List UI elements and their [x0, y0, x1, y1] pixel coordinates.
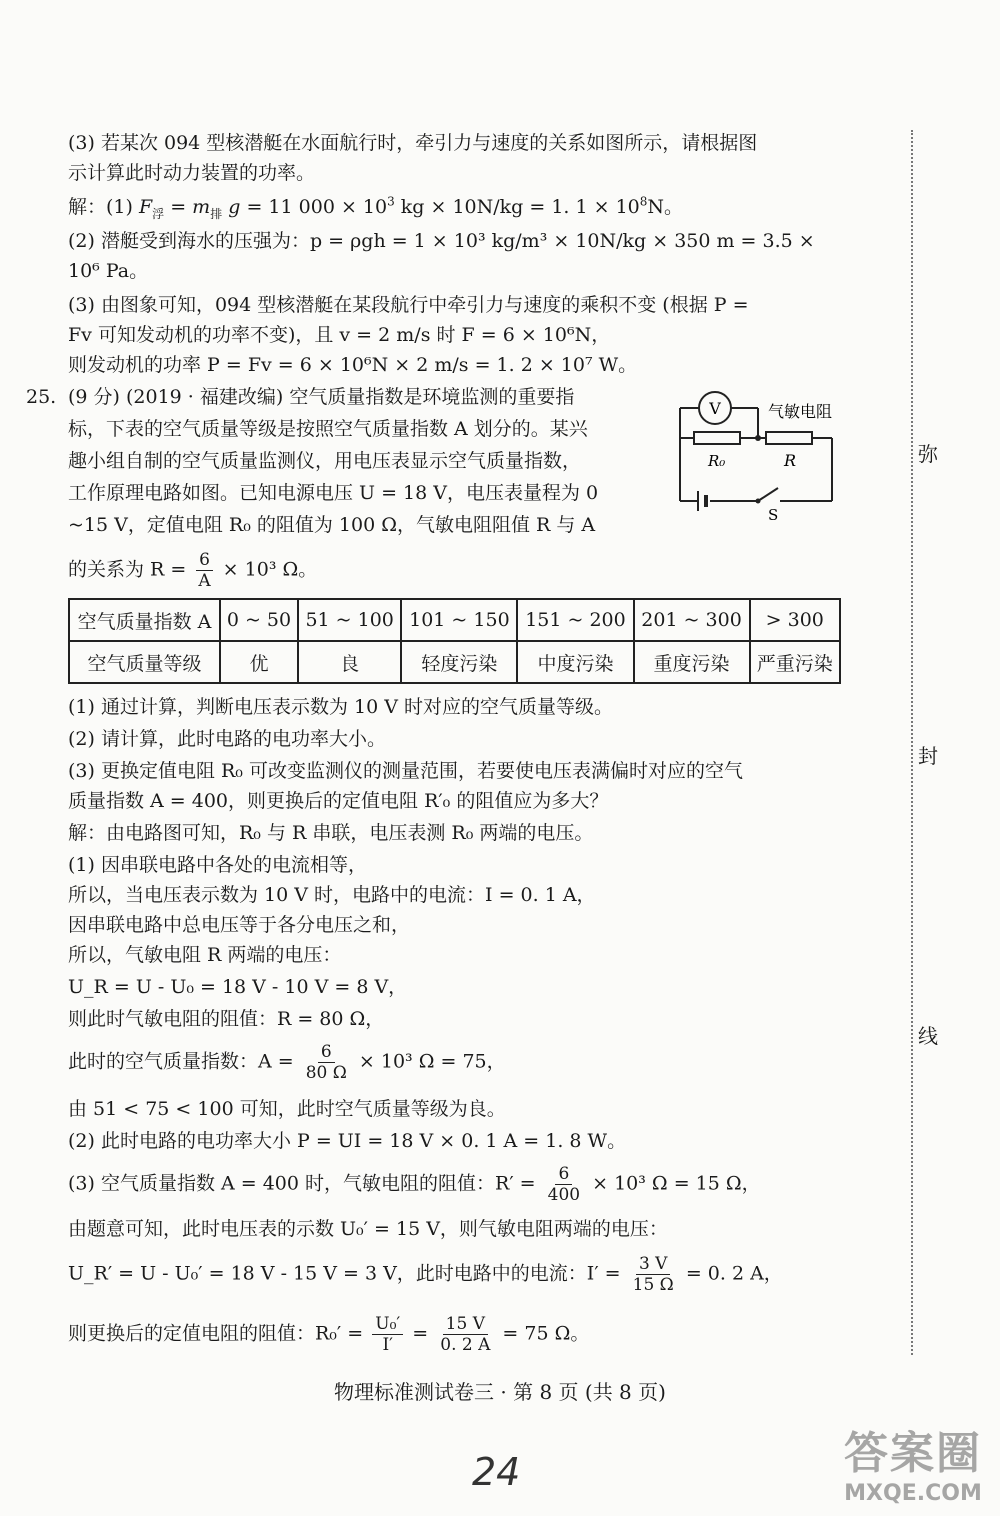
q24-solution-3-line1: (3) 由图象可知，094 型核潜艇在某段航行中牵引力与速度的乘积不变 (根据 P = [68, 294, 749, 316]
switch-pivot [756, 499, 761, 504]
table-cell: 151 ~ 200 [517, 599, 633, 641]
margin-char-feng: 封 [918, 738, 938, 771]
q25-solution-line: 则此时气敏电阻的阻值：R = 80 Ω， [68, 1008, 385, 1030]
table-cell: 严重污染 [750, 641, 840, 683]
q24-part3-line2: 示计算此时动力装置的功率。 [68, 162, 316, 184]
page-footer: 物理标准测试卷三 · 第 8 页 (共 8 页) [334, 1380, 666, 1404]
q25-aqi-calc: 此时的空气质量指数：A = $\frac{6}{80 \Omega}$ × 10³ Ω = 75， [68, 1042, 506, 1083]
table-cell: 优 [220, 641, 298, 683]
watermark-text: 答案圈 [844, 1428, 982, 1479]
sensor-label: 气敏电阻 [768, 402, 833, 421]
formula-fraction: $\frac{15 V}{0. 2 A}$ [440, 1314, 491, 1355]
q25-stem-6: 的关系为 R = $\frac{6}{A}$ × 10³ Ω。 [68, 550, 318, 591]
q25-question-1: (1) 通过计算，判断电压表示数为 10 V 时对应的空气质量等级。 [68, 696, 613, 718]
watermark-logo [844, 1417, 982, 1506]
handwritten-page-number: 24 [472, 1450, 521, 1494]
r0-label: R₀ [708, 452, 726, 470]
q25-stem-1: (9 分) (2019 · 福建改编) 空气质量指数是环境监测的重要指 [68, 386, 575, 408]
table-cell: 重度污染 [634, 641, 750, 683]
table-cell: 201 ~ 300 [634, 599, 750, 641]
circuit-diagram [672, 386, 852, 522]
resistor-r [766, 432, 812, 444]
q25-power-calc: (2) 此时电路的电功率大小 P = UI = 18 V × 0. 1 A = 1. 8 W。 [68, 1130, 627, 1152]
formula-fraction: $\frac{6}{400}$ [547, 1164, 581, 1205]
table-cell: 0 ~ 50 [220, 599, 298, 641]
q25-solution-line: 解：由电路图可知，R₀ 与 R 串联，电压表测 R₀ 两端的电压。 [68, 822, 594, 844]
table-cell: 轻度污染 [401, 641, 517, 683]
q25-solution-line: 所以，当电压表示数为 10 V 时，电路中的电流：I = 0. 1 A， [68, 884, 596, 906]
voltmeter-label: V [709, 399, 721, 418]
q25-solution-line: (1) 因串联电路中各处的电流相等， [68, 854, 367, 876]
q24-solution-3-line3: 则发动机的功率 P = Fv = 6 × 10⁶N × 2 m/s = 1. 2 × 10⁷ W。 [68, 354, 638, 376]
q25-number: 25. [26, 386, 57, 408]
q25-question-2: (2) 请计算，此时电路的电功率大小。 [68, 728, 386, 750]
switch-label: S [768, 506, 779, 522]
watermark-url: MXQE.COM [844, 1481, 982, 1506]
q24-solution-2-line1: (2) 潜艇受到海水的压强为：p = ρgh = 1 × 10³ kg/m³ × 10N/kg × 350 m = 3.5 × [68, 230, 815, 252]
q25-stem-2: 标，下表的空气质量等级是按照空气质量指数 A 划分的。某兴 [68, 418, 588, 440]
q25-stem-3: 趣小组自制的空气质量监测仪，用电压表显示空气质量指数， [68, 450, 582, 472]
table-cell: > 300 [750, 599, 840, 641]
formula-fraction: $\frac{6}{80 \Omega}$ [305, 1042, 347, 1083]
q25-question-3-line1: (3) 更换定值电阻 R₀ 可改变监测仪的测量范围，若要使电压表满偏时对应的空气 [68, 760, 743, 782]
q24-solution-1: 解：(1) $F_浮 = m_排$ g = 11 $000 \times 10^3$ kg × 10N/kg = 1. $1 \times 10^8N$。 [68, 194, 684, 221]
q25-part3-line4: 则更换后的定值电阻的阻值：R₀′ = $\frac{\text{U₀′}}{I'}$ = $\frac{15 V}{0. 2 A}$ = 75 Ω。 [68, 1314, 590, 1355]
table-cell: 空气质量指数 A [69, 599, 220, 641]
q24-solution-2-line2: 10⁶ Pa。 [68, 260, 149, 282]
table-cell: 良 [298, 641, 401, 683]
q25-stem-5: ~15 V，定值电阻 R₀ 的阻值为 100 Ω，气敏电阻阻值 R 与 A [68, 514, 596, 536]
table-cell: 中度污染 [517, 641, 633, 683]
q25-stem-4: 工作原理电路如图。已知电源电压 U = 18 V，电压表量程为 0 [68, 482, 599, 504]
q25-grade-conclusion: 由 51 < 75 < 100 可知，此时空气质量等级为良。 [68, 1098, 506, 1120]
q25-part3-line2: 由题意可知，此时电压表的示数 U₀′ = 15 V，则气敏电阻两端的电压： [68, 1218, 668, 1240]
margin-char-xian: 线 [918, 1018, 938, 1051]
q25-part3-resistance: (3) 空气质量指数 A = 400 时，气敏电阻的阻值：R′ = $\frac{6}{400}$ × 10³ Ω = 15 Ω， [68, 1164, 761, 1205]
margin-char-mi: 弥 [918, 436, 938, 469]
q25-solution-line: 因串联电路中总电压等于各分电压之和， [68, 914, 411, 936]
formula-fraction: $\frac{\text{U₀′}}{I'}$ [372, 1314, 403, 1355]
q25-question-3-line2: 质量指数 A = 400，则更换后的定值电阻 R′₀ 的阻值应为多大？ [68, 790, 609, 812]
formula-fraction: $\frac{3 V}{15 \Omega}$ [632, 1254, 674, 1295]
air-quality-table [68, 598, 841, 684]
junction-dot [755, 435, 761, 441]
table-cell: 101 ~ 150 [401, 599, 517, 641]
q25-part3-line3: U_R′ = U - U₀′ = 18 V - 15 V = 3 V，此时电路中的电流：I′ = $\frac{3 V}{15 \Omega}$ = 0. 2 A， [68, 1254, 783, 1295]
binding-dotted-line [911, 130, 913, 1355]
table-row [69, 599, 840, 641]
table-row [69, 641, 840, 683]
table-cell: 空气质量等级 [69, 641, 220, 683]
formula-fraction: $\frac{6}{A}$ [195, 550, 213, 591]
q24-solution-3-line2: Fv 可知发动机的功率不变)，且 v = 2 m/s 时 F = 6 × 10⁶N， [68, 324, 611, 346]
q25-solution-line: U_R = U - U₀ = 18 V - 10 V = 8 V， [68, 976, 408, 998]
table-cell: 51 ~ 100 [298, 599, 401, 641]
resistor-r0 [694, 432, 740, 444]
r-label: R [784, 451, 797, 470]
q25-solution-line: 所以，气敏电阻 R 两端的电压： [68, 944, 342, 966]
q24-part3-line1: (3) 若某次 094 型核潜艇在水面航行时，牵引力与速度的关系如图所示，请根据图 [68, 132, 758, 154]
